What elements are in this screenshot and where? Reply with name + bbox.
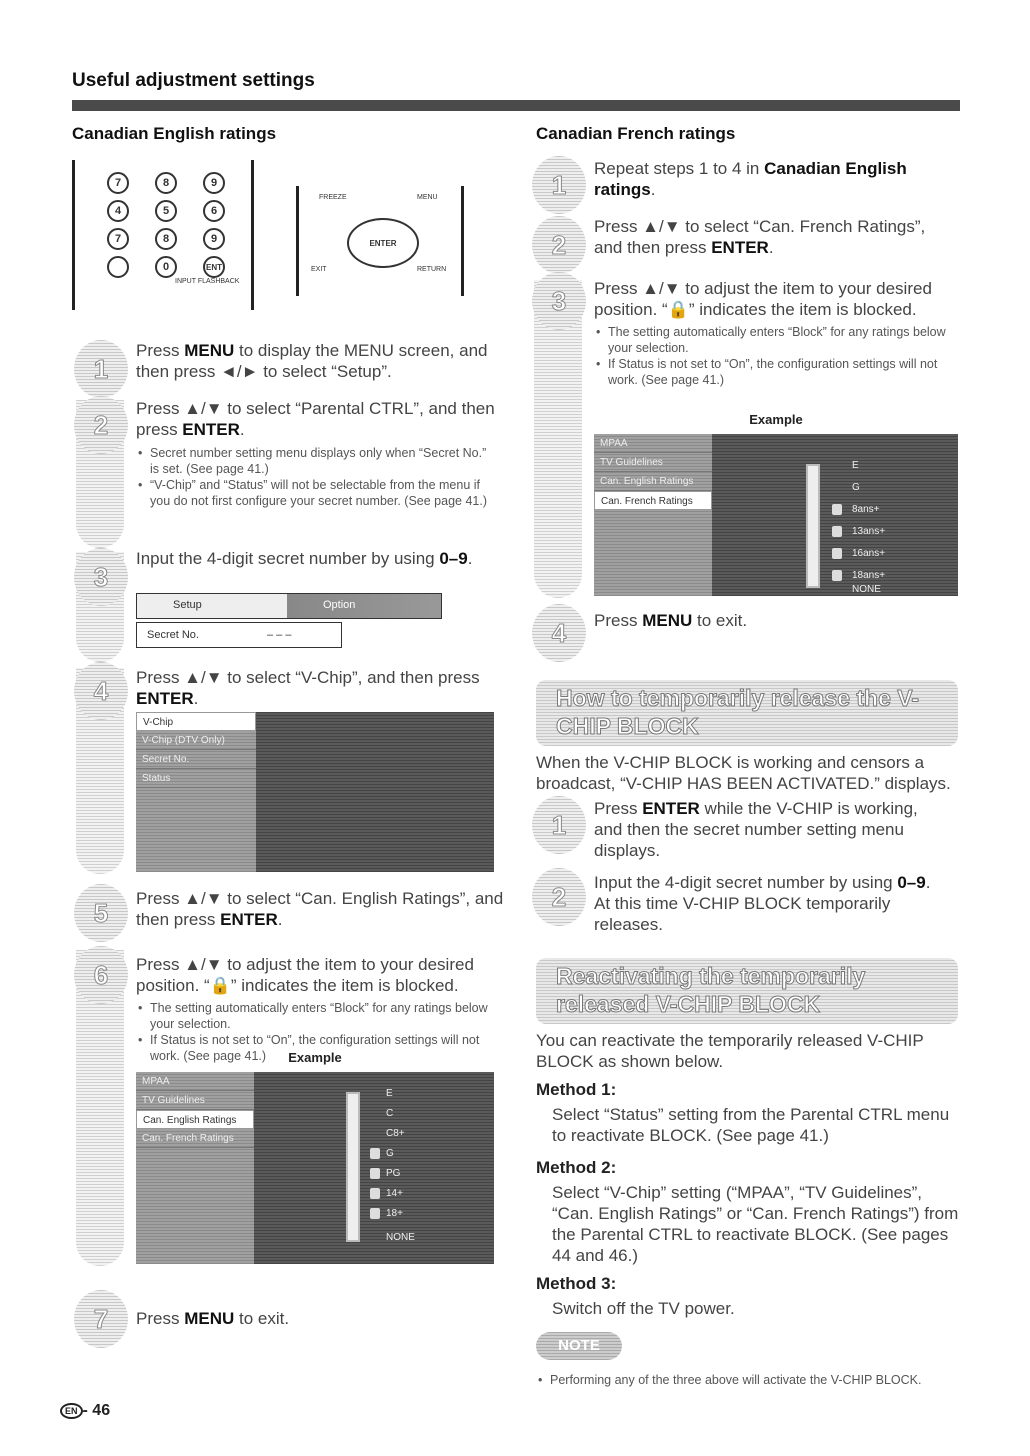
rating-13ans: 13ans+ bbox=[852, 526, 886, 537]
lock-icon bbox=[832, 526, 842, 537]
note-item: • The setting automatically enters “Block” for any ratings below your selection. bbox=[594, 324, 950, 356]
fr-step-3-text: Press ▲/▼ to adjust the item to your desired position. “🔒” indicates the item is blocked. bbox=[594, 279, 932, 319]
key-9: 9 bbox=[203, 172, 225, 194]
rel-step-2-text: Input the 4-digit secret number by using 0–9. At this time V-CHIP BLOCK temporarily releases. bbox=[594, 873, 931, 934]
lock-icon bbox=[370, 1168, 380, 1179]
step-2-notes bbox=[136, 445, 496, 509]
method-2-heading: Method 2: bbox=[536, 1158, 617, 1177]
rating-slider bbox=[806, 464, 820, 588]
fr-step-2-text: Press ▲/▼ to select “Can. French Ratings”, and then press ENTER. bbox=[594, 217, 926, 257]
step-6-text: Press ▲/▼ to adjust the item to your desired position. “🔒” indicates the item is blocked. bbox=[136, 955, 474, 995]
remote-numeric-illustration bbox=[72, 160, 254, 310]
exit-label: EXIT bbox=[311, 266, 327, 273]
rating-g: G bbox=[386, 1148, 394, 1159]
header-rule bbox=[72, 100, 960, 111]
menu-label: MENU bbox=[417, 194, 438, 201]
key-5: 5 bbox=[155, 200, 177, 222]
note-item: • Performing any of the three above will activate the V-CHIP BLOCK. bbox=[536, 1372, 956, 1388]
menu-item-vchip: V-Chip bbox=[136, 712, 256, 731]
release-intro: When the V-CHIP BLOCK is working and censors a broadcast, “V-CHIP HAS BEEN ACTIVATED.” displays. bbox=[536, 753, 951, 793]
menu-item-secret: Secret No. bbox=[136, 750, 256, 769]
rating-16ans: 16ans+ bbox=[852, 548, 886, 559]
lock-icon bbox=[370, 1208, 380, 1219]
step-5-badge: 5 bbox=[74, 884, 128, 942]
key-8: 8 bbox=[155, 172, 177, 194]
step-4-text: Press ▲/▼ to select “V-Chip”, and then press ENTER. bbox=[136, 668, 480, 708]
note-item: • The setting automatically enters “Block” for any ratings below your selection. bbox=[136, 1000, 496, 1032]
menu-item-can-english: Can. English Ratings bbox=[594, 472, 712, 491]
rating-slider bbox=[346, 1092, 360, 1242]
step-4-badge: 4 bbox=[74, 662, 128, 720]
section-canadian-french: Canadian French ratings bbox=[536, 124, 736, 143]
input-label: INPUT FLASHBACK bbox=[175, 278, 240, 285]
step-1-badge: 1 bbox=[74, 340, 128, 398]
vchip-menu-screen bbox=[136, 712, 494, 872]
key-0: 0 bbox=[155, 256, 177, 278]
menu-item-mpaa: MPAA bbox=[136, 1072, 254, 1091]
rel-step-1-text: Press ENTER while the V-CHIP is working, and then the secret number setting menu displays. bbox=[594, 799, 918, 860]
key-dot bbox=[107, 256, 129, 278]
fr-step-2-badge: 2 bbox=[532, 216, 586, 274]
key-6: 6 bbox=[203, 200, 225, 222]
rating-c: C bbox=[386, 1108, 394, 1119]
key-8b: 8 bbox=[155, 228, 177, 250]
fr-step-1-badge: 1 bbox=[532, 156, 586, 214]
section-canadian-english: Canadian English ratings bbox=[72, 124, 277, 143]
rating-14: 14+ bbox=[386, 1188, 403, 1199]
can-french-ratings-screen bbox=[594, 434, 958, 596]
rel-step-1-badge: 1 bbox=[532, 796, 586, 854]
rating-18: 18+ bbox=[386, 1208, 403, 1219]
lock-icon bbox=[832, 570, 842, 581]
fr-step-4-badge: 4 bbox=[532, 604, 586, 662]
note-item: • If Status is not set to “On”, the configuration settings will not work. (See page 41.) bbox=[136, 1032, 496, 1064]
menu-item-status: Status bbox=[136, 769, 256, 788]
fr-step-3-badge: 3 bbox=[532, 272, 586, 330]
language-badge: EN bbox=[60, 1403, 83, 1419]
option-tab: Option bbox=[323, 599, 356, 611]
method-1-heading: Method 1: bbox=[536, 1080, 617, 1099]
banner-temporarily-release: How to temporarily release the V-CHIP BLOCK bbox=[536, 680, 958, 746]
lock-icon bbox=[370, 1148, 380, 1159]
note-list bbox=[536, 1372, 956, 1388]
fr-step-1-text: Repeat steps 1 to 4 in Canadian English ratings. bbox=[594, 159, 907, 199]
note-item: • Secret number setting menu displays only when “Secret No.” is set. (See page 41.) bbox=[136, 445, 496, 477]
method-3-heading: Method 3: bbox=[536, 1274, 617, 1293]
can-english-ratings-screen bbox=[136, 1072, 494, 1264]
lock-icon bbox=[370, 1188, 380, 1199]
method-2-text: Select “V-Chip” setting (“MPAA”, “TV Guidelines”, “Can. English Ratings” or “Can. French Ratings”) from the Parental CTRL to reactivate BLOCK. (See pages 44 and 46.) bbox=[552, 1183, 959, 1265]
step-7-badge: 7 bbox=[74, 1290, 128, 1348]
note-item: • “V-Chip” and “Status” will not be selectable from the menu if you do not first configure your secret number. (See page 41.) bbox=[136, 477, 496, 509]
menu-item-mpaa: MPAA bbox=[594, 434, 712, 453]
note-badge: NOTE bbox=[536, 1332, 622, 1360]
menu-item-vchip-dtv: V-Chip (DTV Only) bbox=[136, 731, 256, 750]
secret-no-field bbox=[136, 622, 342, 648]
step-6-badge: 6 bbox=[74, 946, 128, 1004]
page-title: Useful adjustment settings bbox=[72, 70, 315, 91]
setup-tab: Setup bbox=[173, 599, 202, 611]
fr-step-3-notes bbox=[594, 324, 950, 388]
step-3-badge: 3 bbox=[74, 548, 128, 606]
key-4: 4 bbox=[107, 200, 129, 222]
menu-item-can-english: Can. English Ratings bbox=[136, 1110, 254, 1129]
method-3-text: Switch off the TV power. bbox=[552, 1299, 735, 1318]
step-2-badge: 2 bbox=[74, 396, 128, 454]
rating-pg: PG bbox=[386, 1168, 401, 1179]
menu-item-can-french: Can. French Ratings bbox=[136, 1129, 254, 1148]
menu-item-tv-guidelines: TV Guidelines bbox=[136, 1091, 254, 1110]
rating-e: E bbox=[386, 1088, 393, 1099]
key-7b: 7 bbox=[107, 228, 129, 250]
fr-step-4-text: Press MENU to exit. bbox=[594, 611, 748, 630]
secret-dashes: – – – bbox=[267, 629, 292, 641]
note-item: • If Status is not set to “On”, the configuration settings will not work. (See page 41.) bbox=[594, 356, 950, 388]
remote-menu-illustration bbox=[296, 186, 464, 296]
rating-e: E bbox=[852, 460, 859, 471]
rating-none: NONE bbox=[852, 584, 881, 595]
lock-icon bbox=[832, 504, 842, 515]
rating-c8: C8+ bbox=[386, 1128, 405, 1139]
rel-step-2-badge: 2 bbox=[532, 868, 586, 926]
example-label: Example bbox=[288, 1050, 342, 1065]
setup-menu-bar bbox=[136, 593, 442, 619]
reactivate-intro: You can reactivate the temporarily released V-CHIP BLOCK as shown below. bbox=[536, 1031, 924, 1071]
key-ent: ENT bbox=[203, 256, 225, 278]
key-7: 7 bbox=[107, 172, 129, 194]
menu-item-can-french: Can. French Ratings bbox=[594, 491, 712, 510]
page-number: EN - 46 bbox=[60, 1402, 110, 1420]
rating-g: G bbox=[852, 482, 860, 493]
step-2-text: Press ▲/▼ to select “Parental CTRL”, and then press ENTER. bbox=[136, 399, 495, 439]
step-7-text: Press MENU to exit. bbox=[136, 1309, 290, 1328]
method-1-text: Select “Status” setting from the Parental CTRL menu to reactivate BLOCK. (See page 41.) bbox=[552, 1105, 950, 1145]
rating-none: NONE bbox=[386, 1232, 415, 1243]
rating-18ans: 18ans+ bbox=[852, 570, 886, 581]
freeze-label: FREEZE bbox=[319, 194, 347, 201]
secret-label: Secret No. bbox=[147, 629, 199, 641]
menu-item-tv-guidelines: TV Guidelines bbox=[594, 453, 712, 472]
banner-reactivating: Reactivating the temporarily released V-CHIP BLOCK bbox=[536, 958, 958, 1024]
return-label: RETURN bbox=[417, 266, 447, 273]
step-5-text: Press ▲/▼ to select “Can. English Ratings”, and then press ENTER. bbox=[136, 889, 504, 929]
step-3-text: Input the 4-digit secret number by using 0–9. bbox=[136, 549, 473, 568]
lock-icon bbox=[832, 548, 842, 559]
enter-dpad: ENTER bbox=[347, 218, 419, 268]
fr-example-label: Example bbox=[749, 412, 803, 427]
key-9b: 9 bbox=[203, 228, 225, 250]
step-1-text: Press MENU to display the MENU screen, and then press ◄/► to select “Setup”. bbox=[136, 341, 488, 381]
rating-8ans: 8ans+ bbox=[852, 504, 880, 515]
